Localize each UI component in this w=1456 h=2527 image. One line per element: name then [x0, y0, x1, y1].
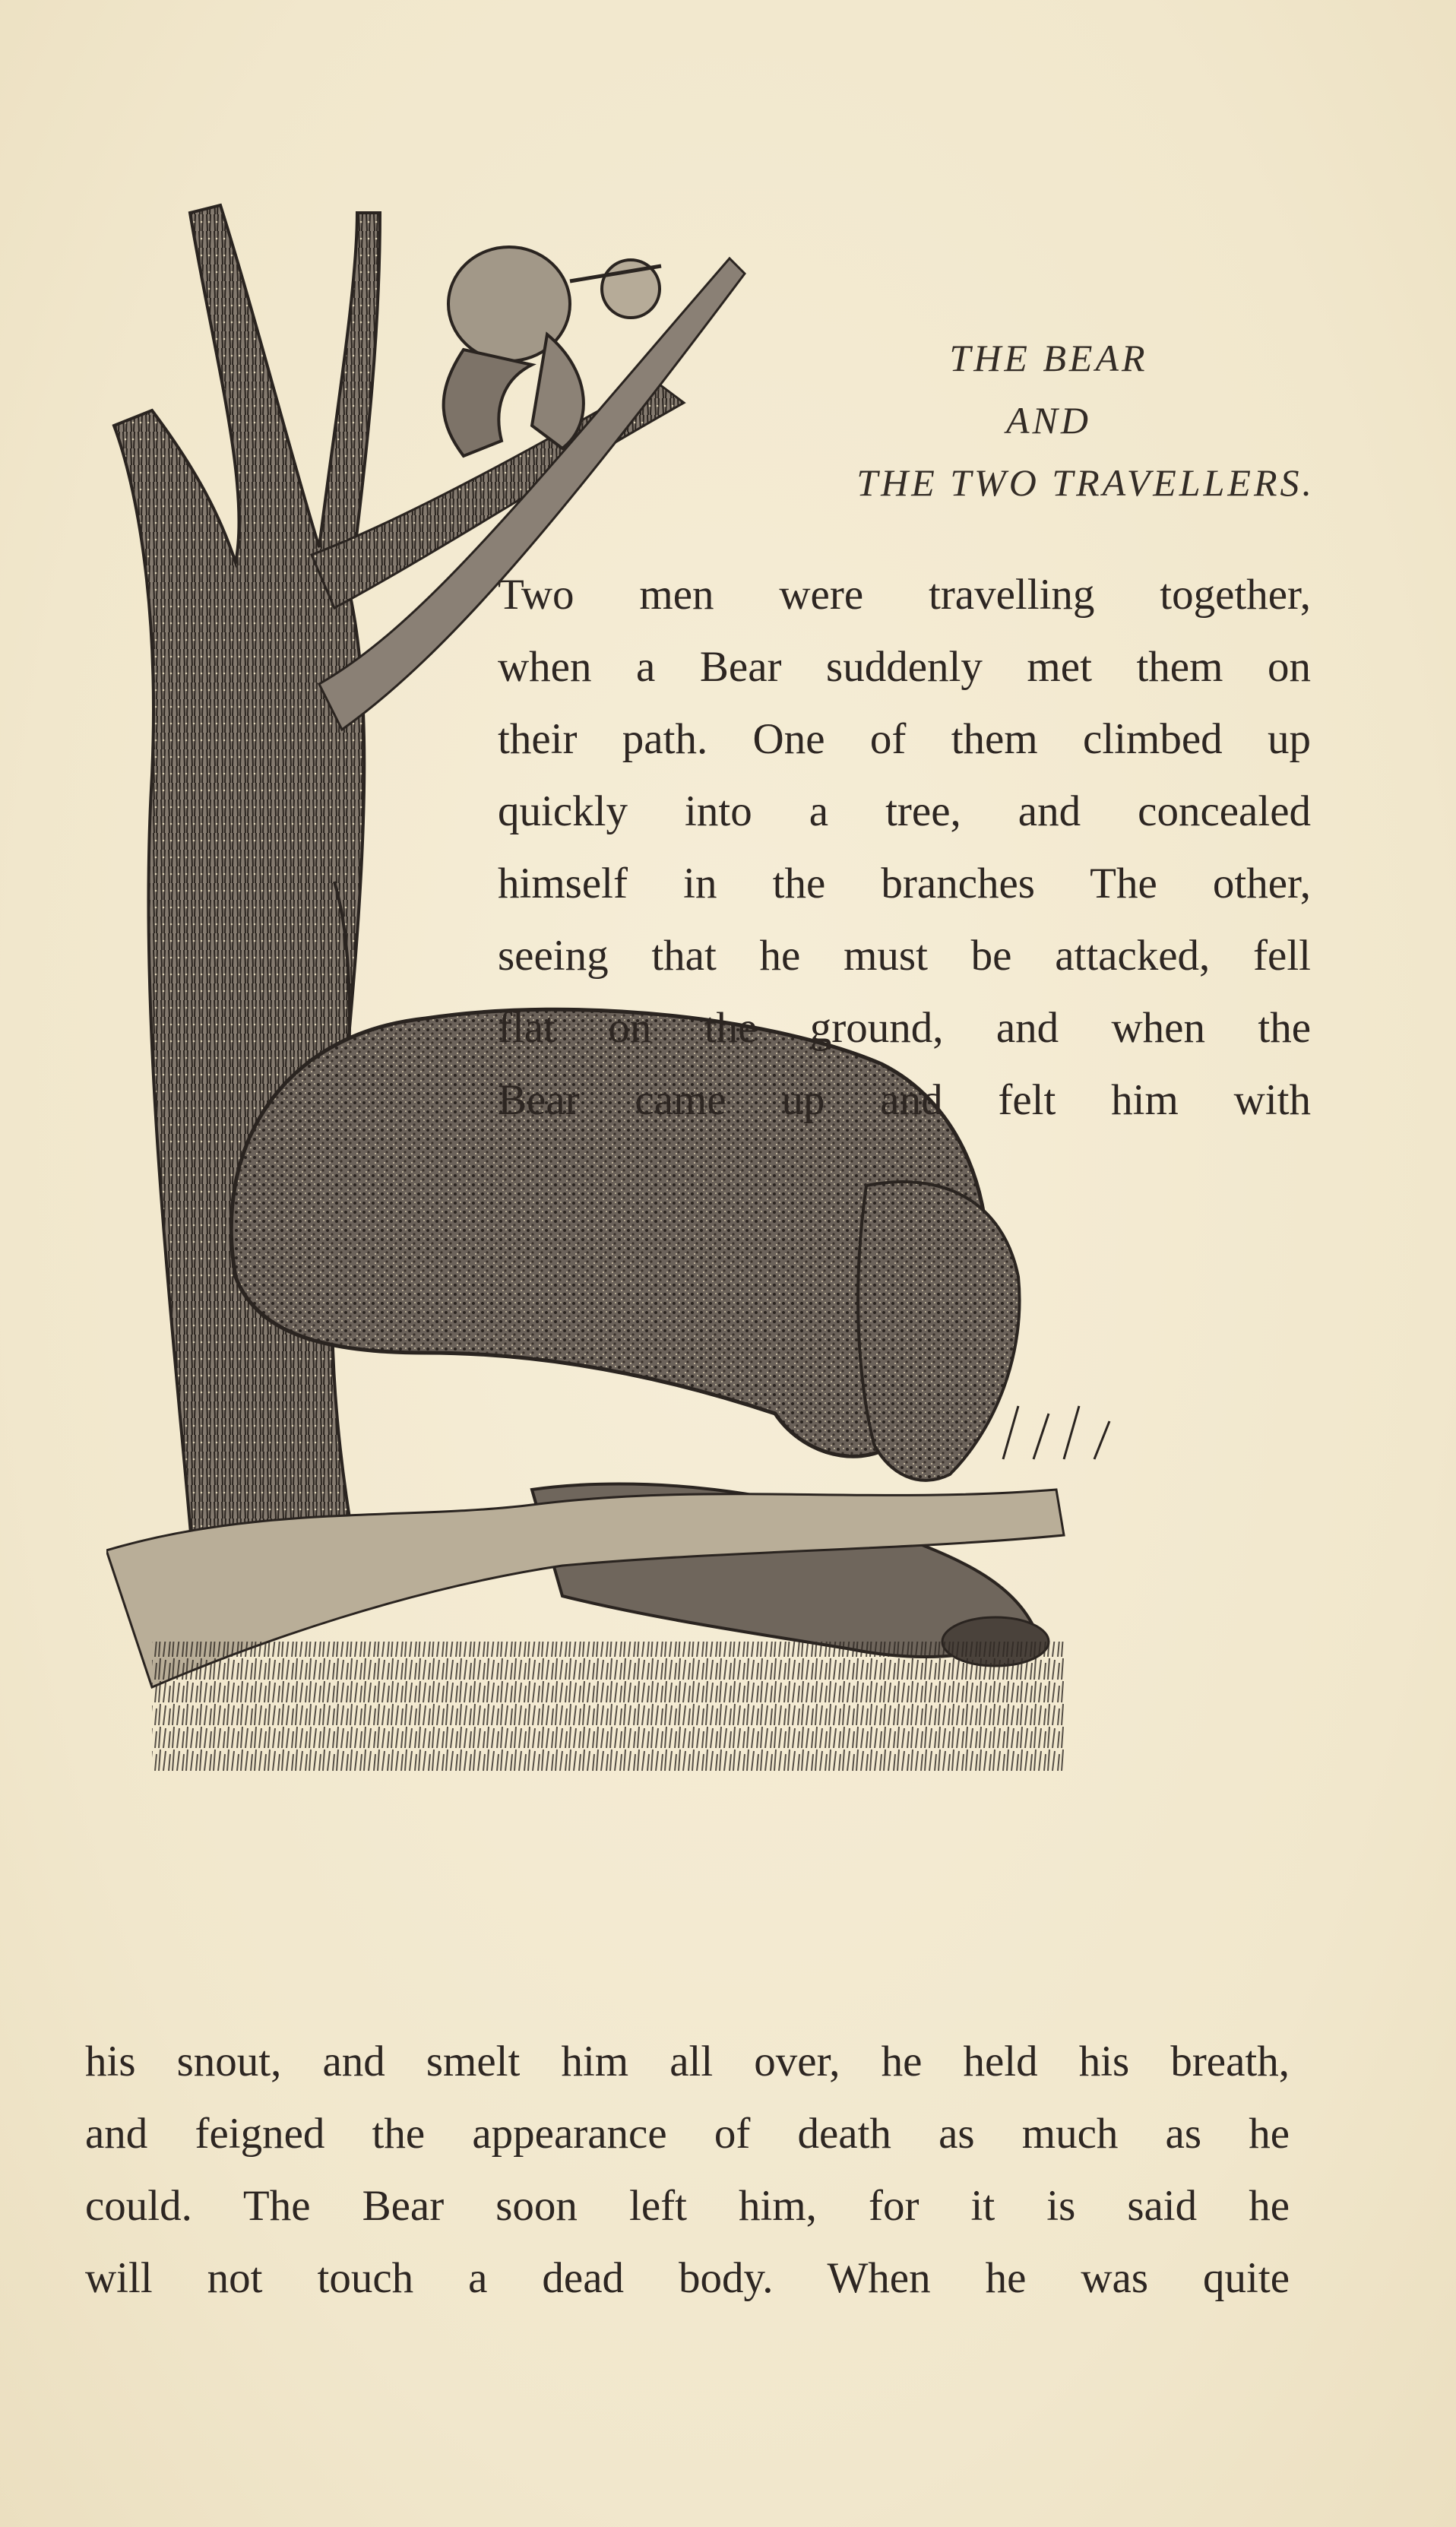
text-line: quickly into a tree, and concealed	[498, 787, 1311, 835]
fable-text-lower	[85, 2025, 1290, 2314]
text-line: seeing that he must be attacked, fell	[498, 932, 1311, 980]
bear-head	[858, 1182, 1019, 1480]
fable-text-upper	[498, 559, 1311, 1136]
fable-title	[745, 327, 1353, 514]
text-line: when a Bear suddenly met them on	[498, 643, 1311, 691]
text-line: could. The Bear soon left him, for it is said he	[85, 2182, 1290, 2230]
title-line-3: THE TWO TRAVELLERS.	[856, 461, 1315, 504]
text-line: his snout, and smelt him all over, he held his breath,	[85, 2038, 1290, 2085]
title-line-2: AND	[1006, 399, 1091, 442]
text-line: will not touch a dead body. When he was quite	[85, 2254, 1290, 2302]
text-line: and feigned the appearance of death as much as he	[85, 2110, 1290, 2158]
text-line: Two men were travelling together,	[498, 571, 1311, 619]
text-line: flat on the ground, and when the	[498, 1004, 1311, 1052]
text-line: Bear came up and felt him with	[498, 1076, 1311, 1124]
text-line: their path. One of them climbed up	[498, 715, 1311, 763]
title-line-1: THE BEAR	[949, 337, 1148, 379]
text-line: himself in the branches The other,	[498, 860, 1311, 907]
